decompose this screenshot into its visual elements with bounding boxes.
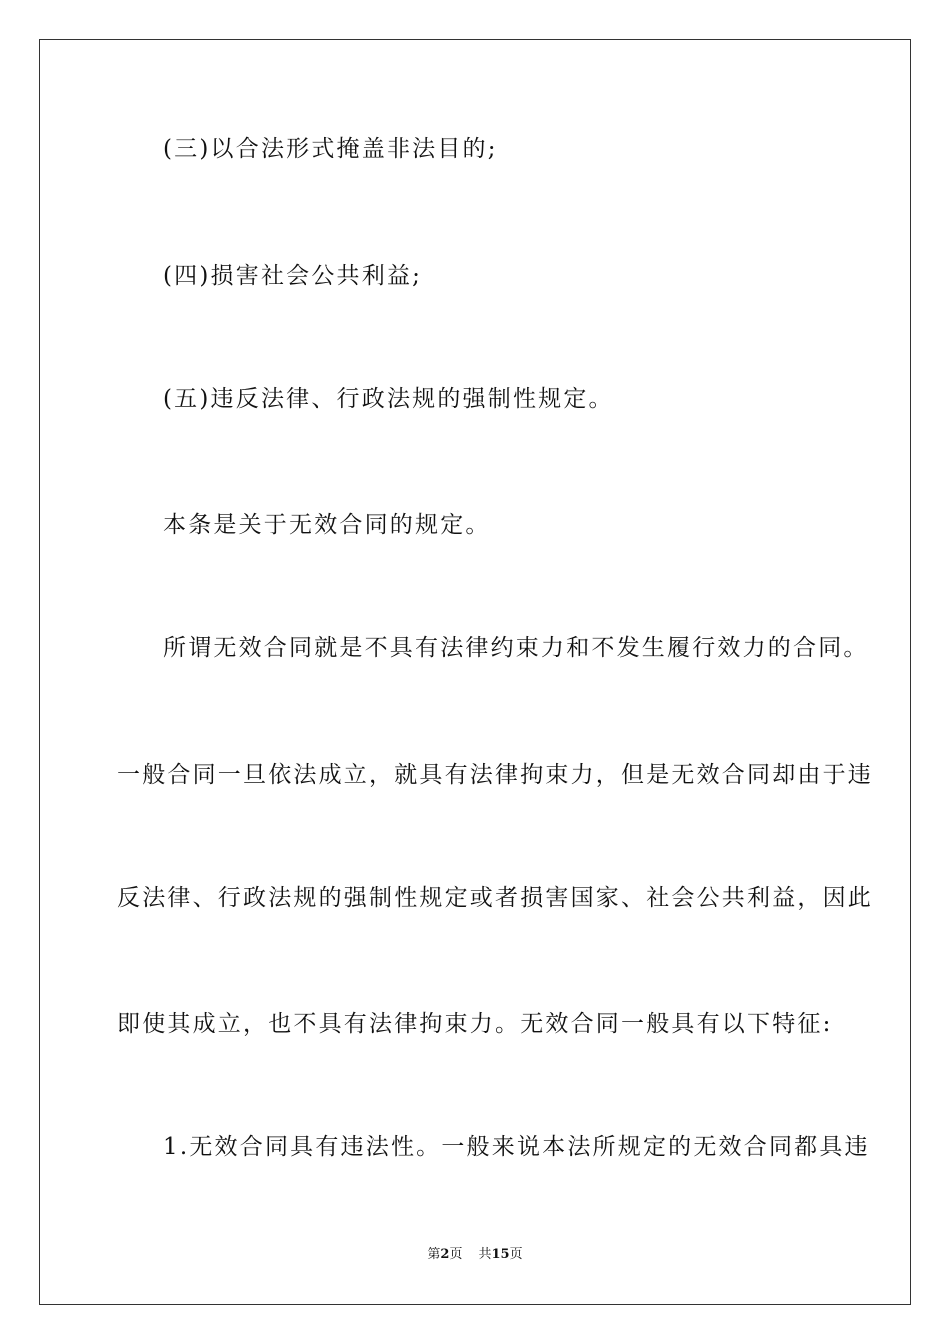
body-line-1: (三)以合法形式掩盖非法目的; [163, 136, 498, 162]
footer-page-prefix: 第 [427, 1247, 441, 1262]
footer-total-prefix: 共 [478, 1247, 492, 1262]
page-border [39, 39, 911, 1305]
page-footer [0, 1246, 950, 1264]
body-line-5: 所谓无效合同就是不具有法律约束力和不发生履行效力的合同。 [163, 635, 869, 661]
footer-page-number: 2 [440, 1247, 450, 1262]
body-line-3: (五)违反法律、行政法规的强制性规定。 [163, 386, 614, 412]
body-line-8: 即使其成立，也不具有法律拘束力。无效合同一般具有以下特征: [117, 1011, 833, 1037]
body-line-4: 本条是关于无效合同的规定。 [163, 512, 491, 538]
footer-total-suffix: 页 [509, 1247, 523, 1262]
body-line-9: 1.无效合同具有违法性。一般来说本法所规定的无效合同都具违 [163, 1134, 870, 1160]
body-line-7: 反法律、行政法规的强制性规定或者损害国家、社会公共利益，因此 [117, 885, 873, 911]
body-line-2: (四)损害社会公共利益; [163, 263, 423, 289]
footer-page-suffix: 页 [449, 1247, 463, 1262]
body-line-6: 一般合同一旦依法成立，就具有法律拘束力，但是无效合同却由于违 [117, 762, 873, 788]
footer-total-pages: 15 [491, 1247, 510, 1262]
